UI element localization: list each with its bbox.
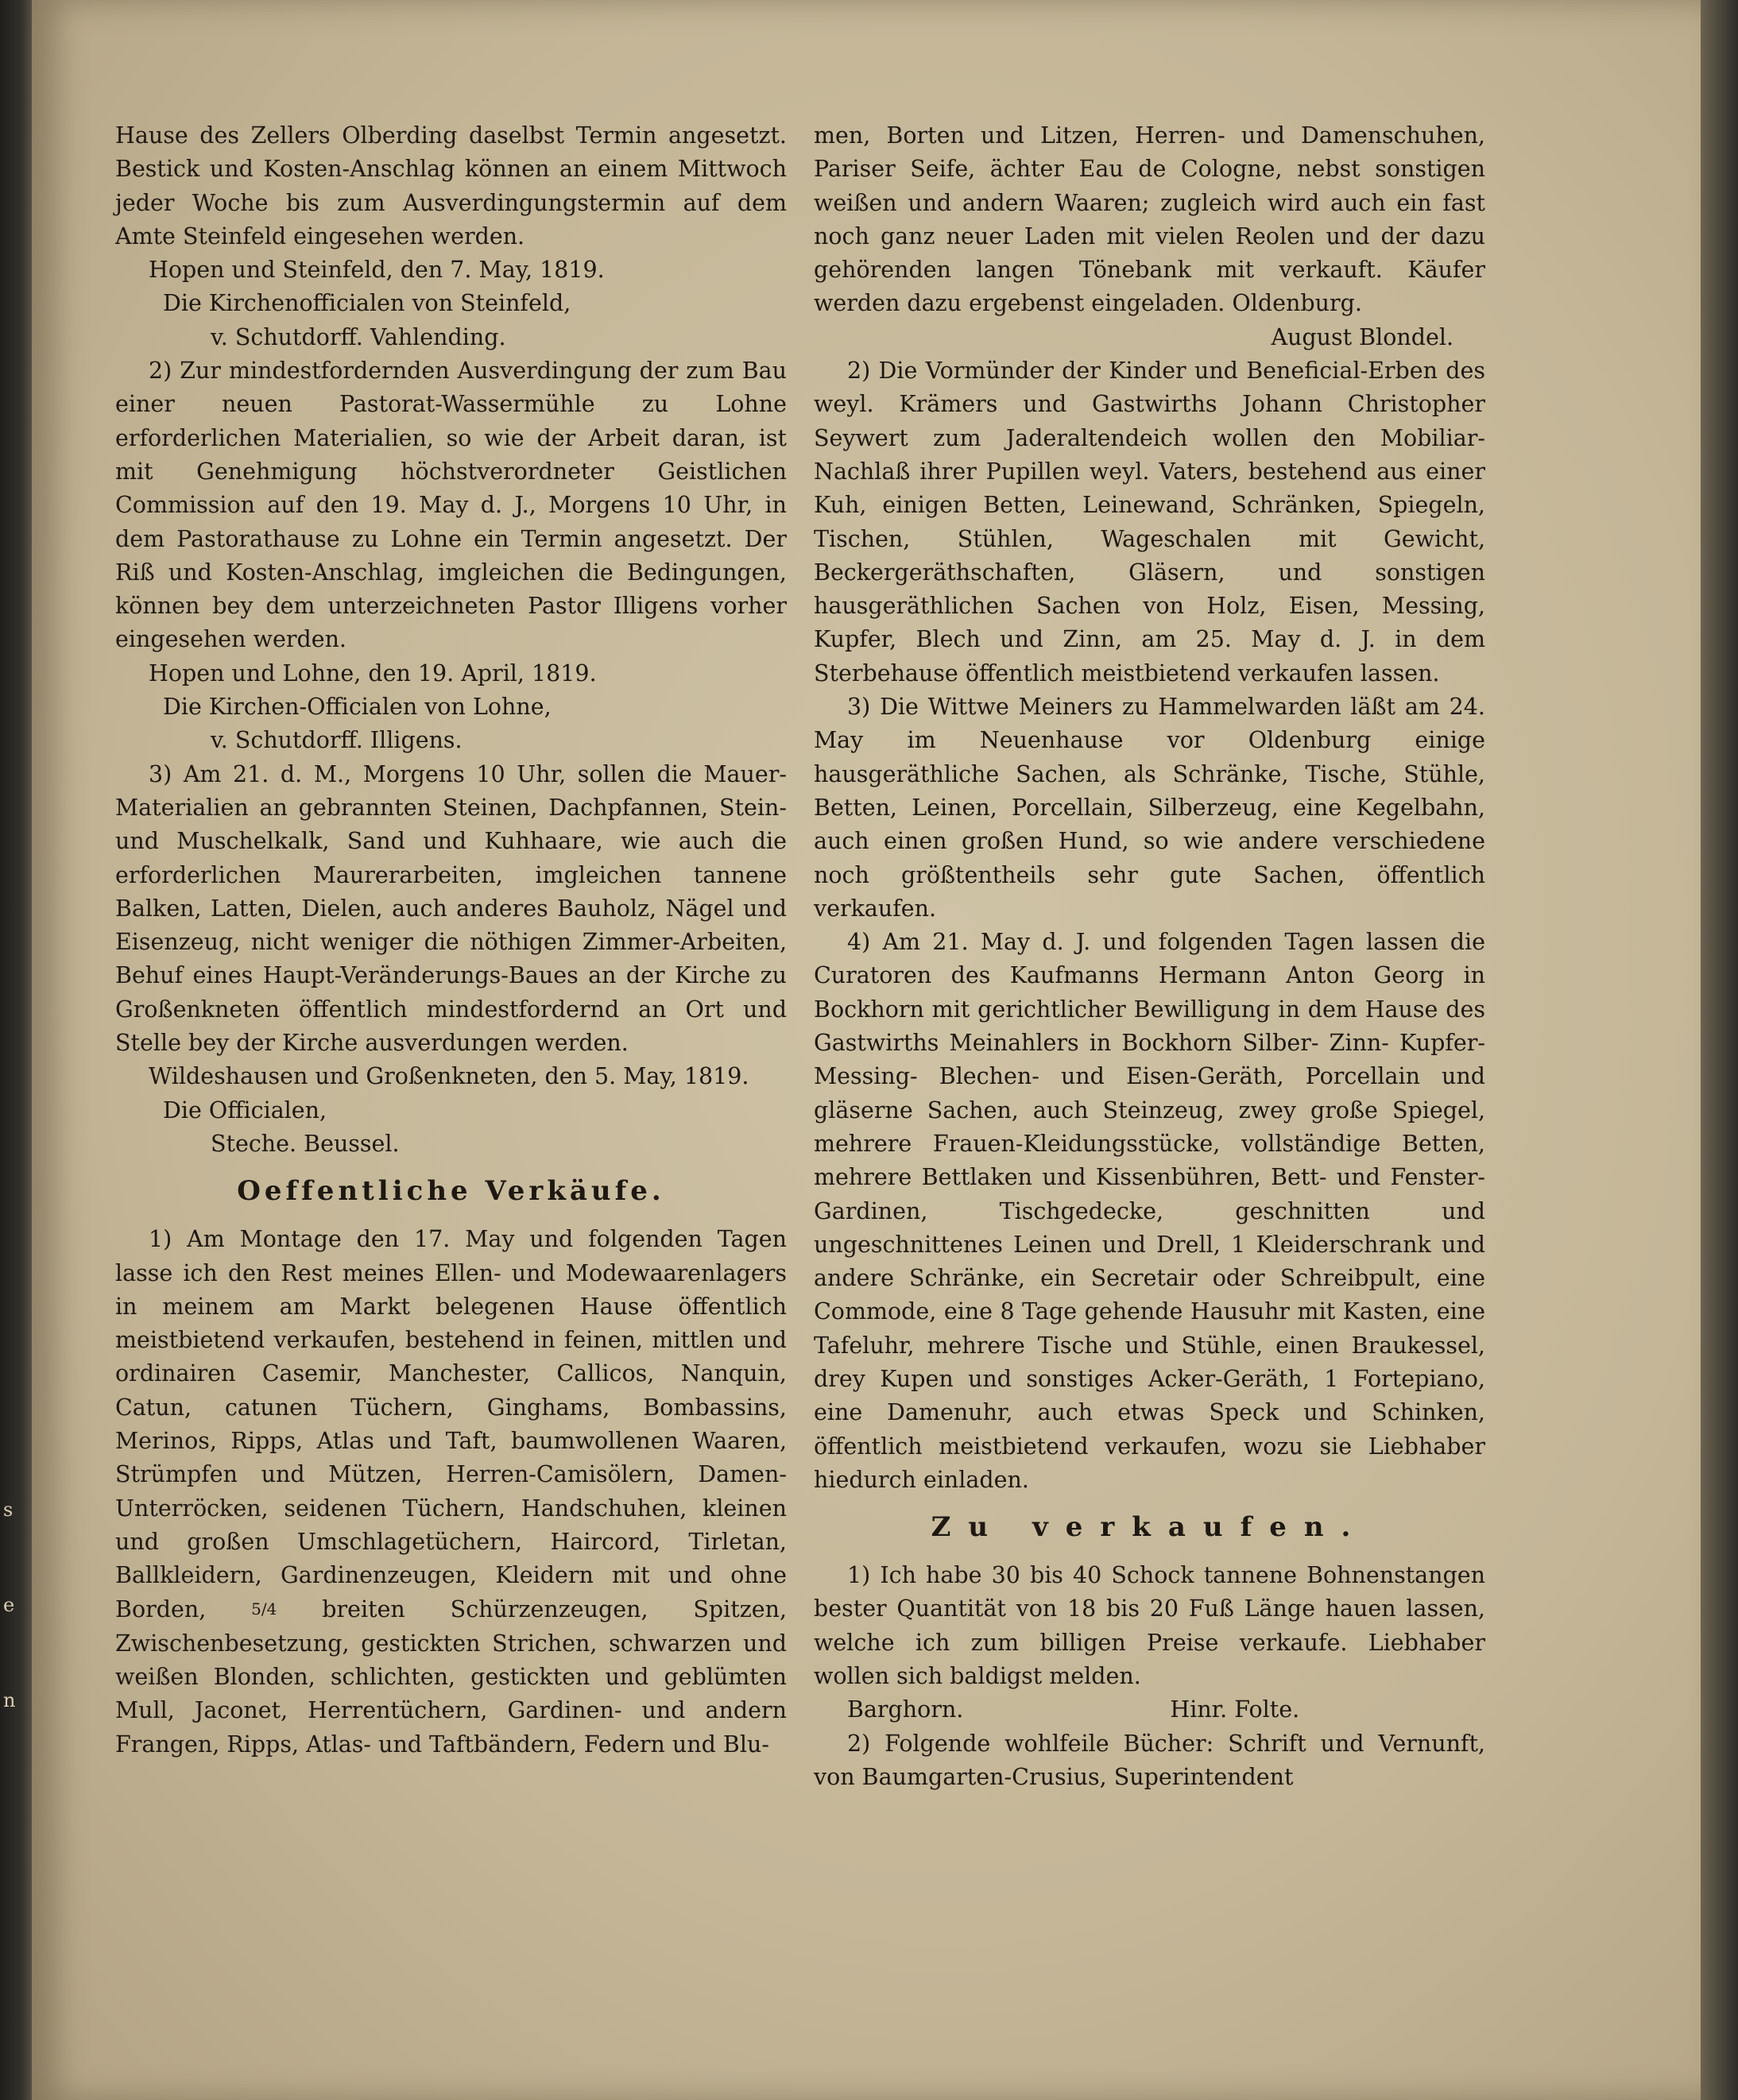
notice-grossenkneten-signatories: Steche. Beussel. (211, 1130, 400, 1157)
for-sale-1-text: 1) Ich habe 30 bis 40 Schock tannene Bohnenstangen bester Quantität von 18 bis 20 Fuß Länge hauen lassen, welche ich zum billigen Preise verkaufe. Liebhaber wollen sich baldigst melden. (814, 1562, 1485, 1690)
notice-steinfeld-text: Hause des Zellers Olberding daselbst Termin angesetzt. Bestick und Kosten-Anschlag können an einem Mittwoch jeder Woche bis zum Ausverdingungstermin auf dem Amte Steinfeld eingesehen werden. (115, 122, 787, 249)
section-heading-public-sales: Oeffentliche Verkäufe. (237, 1175, 665, 1208)
sale-2-text: 2) Die Vormünder der Kinder und Beneficial-Erben des weyl. Krämers und Gastwirths Johann Christopher Seywert zum Jaderaltendeich wollen den Mobiliar-Nachlaß ihrer Pupillen weyl. Vaters, bestehend aus einer Kuh, einigen Betten, Leinewand, Schränken, Spiegeln, Tischen, Stühlen, Wageschalen mit Gewicht, Beckergeräthschaften, Gläsern, und sonstigen hausgeräthlichen Sachen von Holz, Eisen, Messing, Kupfer, Blech und Zinn, am 25. May d. J. in dem Sterbehause öffentlich meistbietend verkaufen lassen. (814, 358, 1485, 686)
for-sale-1-signature-line (814, 1693, 1485, 1727)
notice-steinfeld-place-date: Hopen und Steinfeld, den 7. May, 1819. (149, 257, 605, 284)
right-column (814, 119, 1485, 1794)
sale-1-text-part-a: 1) Am Montage den 17. May und folgenden Tagen lasse ich den Rest meines Ellen- und Modewaarenlagers in meinem am Markt belegenen Hause öffentlich meistbietend verkaufen, bestehend in feinen, mittlen und ordinairen Casemir, Manchester, Callicos, Nanquin, Catun, catunen Tüchern, Ginghams, Bombassins, Merinos, Ripps, Atlas und Taft, baumwollenen Waaren, Strümpfen und Mützen, Herren-Camisölern, Damen-Unterröcken, seidenen Tüchern, Handschuhen, kleinen und großen Umschlagetüchern, Haircord, Tirletan, Ballkleidern, Gardinenzeugen, Kleidern mit und ohne Borden, (115, 1226, 787, 1623)
margin-letter: e (3, 1594, 15, 1616)
sale-1-text (115, 1223, 787, 1762)
section-heading-for-sale: Zu verkaufen. (931, 1511, 1368, 1544)
sale-4-text: 4) Am 21. May d. J. und folgenden Tagen lassen die Curatoren des Kaufmanns Hermann Anton Georg in Bockhorn mit gerichtlicher Bewilligung in dem Hause des Gastwirths Meinahlers in Bockhorn Silber- Zinn- Kupfer- Messing- Blechen- und Eisen-Geräth, Porcellain und gläserne Sachen, auch Steinzeug, zwey große Spiegel, mehrere Frauen-Kleidungsstücke, vollständige Betten, mehrere Bettlaken und Kissenbühren, Bett- und Fenster-Gardinen, Tischgedecke, geschnitten und ungeschnittenes Leinen und Drell, 1 Kleiderschrank und andere Schränke, ein Secretair oder Schreibpult, eine Commode, eine 8 Tage gehende Hausuhr mit Kasten, eine Tafeluhr, mehrere Tische und Stühle, einen Braukessel, drey Kupen und sonstiges Acker-Geräth, 1 Fortepiano, eine Damenuhr, auch etwas Speck und Schinken, öffentlich meistbietend verkaufen, wozu sie Liebhaber hiedurch einladen. (814, 929, 1485, 1493)
margin-letter: s (3, 1499, 14, 1521)
margin-letter: n (3, 1689, 16, 1711)
notice-lohne-text: 2) Zur mindestfordernden Ausverdingung der zum Bau einer neuen Pastorat-Wassermühle zu Lohne erforderlichen Materialien, so wie der Arbeit daran, ist mit Genehmigung höchstverordneter Geistlichen Commission auf den 19. May d. J., Morgens 10 Uhr, in dem Pastorathause zu Lohne ein Termin angesetzt. Der Riß und Kosten-Anschlag, imgleichen die Bedingungen, können bey dem unterzeichneten Pastor Illigens vorher eingesehen werden. (115, 358, 787, 653)
notice-grossenkneten-signature: Die Officialen, (163, 1096, 327, 1123)
sale-1-text-part-b: breiten Schürzenzeugen, Spitzen, Zwischenbesetzung, gestickten Strichen, schwarzen und weißen Blonden, schlichten, gestickten und geblümten Mull, Jaconet, Herrentüchern, Gardinen- und andern Frangen, Ripps, Atlas- und Taftbändern, Federn und Blu- (115, 1596, 788, 1758)
left-column (115, 119, 787, 1762)
for-sale-1-signature: Hinr. Folte. (1170, 1696, 1300, 1723)
sale-1-fraction: 5/4 (251, 1599, 277, 1619)
notice-steinfeld-signature: Die Kirchenofficialen von Steinfeld, (163, 290, 571, 317)
for-sale-2-text: 2) Folgende wohlfeile Bücher: Schrift und Vernunft, von Baumgarten-Crusius, Superintendent (814, 1730, 1485, 1790)
notice-grossenkneten-place-date: Wildeshausen und Großenkneten, den 5. May, 1819. (149, 1063, 749, 1090)
sale-1-signature: August Blondel. (1271, 323, 1453, 350)
facing-page-margin (3, 1462, 19, 1748)
notice-grossenkneten-text: 3) Am 21. d. M., Morgens 10 Uhr, sollen die Mauer-Materialien an gebrannten Steinen, Dachpfannen, Stein- und Muschelkalk, Sand und Kuhhaare, wie auch die erforderlichen Maurerarbeiten, imgleichen tannene Balken, Latten, Dielen, auch anderes Bauholz, Nägel und Eisenzeug, nicht weniger die nöthigen Zimmer-Arbeiten, Behuf eines Haupt-Veränderungs-Baues an der Kirche zu Großenkneten öffentlich mindestfordernd an Ort und Stelle bey der Kirche ausverdungen werden. (115, 760, 787, 1057)
notice-lohne-signature: Die Kirchen-Officialen von Lohne, (163, 694, 552, 721)
sale-3-text: 3) Die Wittwe Meiners zu Hammelwarden läßt am 24. May im Neuenhause vor Oldenburg einige hausgeräthliche Sachen, als Schränke, Tische, Stühle, Betten, Leinen, Porcellain, Silberzeug, eine Kegelbahn, auch einen großen Hund, so wie andere verschiedene noch größtentheils sehr gute Sachen, öffentlich verkaufen. (814, 694, 1485, 922)
sale-1-continuation: men, Borten und Litzen, Herren- und Damenschuhen, Pariser Seife, ächter Eau de Cologne, nebst sonstigen weißen und andern Waaren; zugleich wird auch ein fast noch ganz neuer Laden mit vielen Reolen und der dazu gehörenden langen Tönebank mit verkauft. Käufer werden dazu ergebenst eingeladen. Oldenburg. (814, 122, 1485, 317)
notice-lohne-signatories: v. Schutdorff. Illigens. (211, 727, 463, 754)
notice-lohne-place-date: Hopen und Lohne, den 19. April, 1819. (149, 659, 597, 686)
page-edge (1701, 0, 1738, 2100)
for-sale-1-place: Barghorn. (847, 1696, 964, 1723)
notice-steinfeld-signatories: v. Schutdorff. Vahlending. (211, 323, 506, 350)
